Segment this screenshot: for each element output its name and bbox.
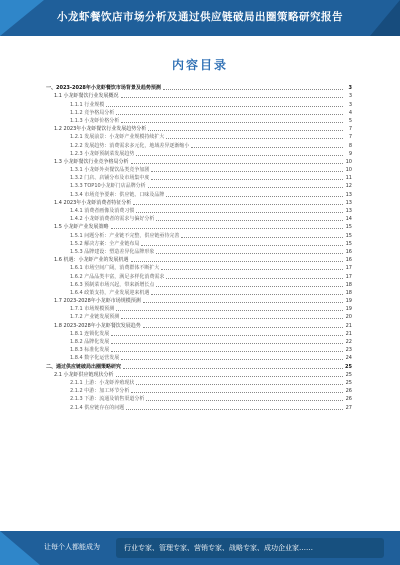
toc-leader-dots <box>131 261 343 262</box>
toc-entry[interactable] <box>46 199 352 207</box>
toc-entry[interactable] <box>46 305 352 313</box>
toc-leader-dots <box>136 155 343 156</box>
toc-leader-dots <box>163 89 343 90</box>
toc-leader-dots <box>111 228 343 229</box>
toc-entry-label: 1.6.2 产品品类丰富，满足多样化消费需求 <box>70 273 165 280</box>
toc-entry-page: 19 <box>345 306 352 313</box>
toc-entry-label: 1.2.1 发展前景：小龙虾产业规模持续扩大 <box>70 134 165 141</box>
toc-leader-dots <box>166 196 343 197</box>
toc-entry[interactable] <box>46 182 352 190</box>
toc-entry-label: 1.8.1 连锁化发展 <box>70 330 110 337</box>
toc-entry-page: 10 <box>345 158 352 165</box>
toc-entry[interactable] <box>46 150 352 158</box>
toc-leader-dots <box>151 294 343 295</box>
toc-entry-label: 1.1.3 小龙虾价格分析 <box>70 117 120 124</box>
toc-leader-dots <box>133 204 343 205</box>
toc-entry[interactable] <box>46 281 352 289</box>
toc-entry-label: 1.6.4 政策支持，产业发展迎来机遇 <box>70 289 150 296</box>
toc-leader-dots <box>111 351 343 352</box>
toc-entry-label: 1.3 小龙虾餐饮行业竞争格局分析 <box>54 158 129 165</box>
toc-entry[interactable] <box>46 158 352 166</box>
toc-entry-page: 16 <box>345 257 352 264</box>
toc-entry-page: 15 <box>345 224 352 231</box>
toc-entry-label: 1.6.3 预制菜市场兴起，带来新增长点 <box>70 281 155 288</box>
toc-entry-label: 1.2 2023年小龙虾餐饮行业发展趋势分析 <box>54 126 147 133</box>
toc-entry-label: 1.1.1 行业规模 <box>70 101 105 108</box>
toc-leader-dots <box>146 400 343 401</box>
toc-entry[interactable] <box>46 100 352 108</box>
toc-leader-dots <box>131 163 343 164</box>
page-footer <box>0 531 400 565</box>
toc-leader-dots <box>116 376 343 377</box>
toc-entry[interactable] <box>46 346 352 354</box>
toc-entry[interactable] <box>46 240 352 248</box>
toc-entry[interactable] <box>46 109 352 117</box>
toc-entry-page: 9 <box>348 150 352 157</box>
toc-entry-page: 5 <box>348 117 352 124</box>
toc-leader-dots <box>191 147 343 148</box>
toc-leader-dots <box>151 171 343 172</box>
toc-leader-dots <box>111 343 343 344</box>
toc-entry-label: 1.5 小龙虾产业发展策略 <box>54 224 109 231</box>
toc-entry-label: 二、通过供应链破局出圈策略研究 <box>46 363 122 370</box>
toc-heading: 内容目录 <box>171 58 228 72</box>
toc-entry-label: 1.5.3 品牌建设：塑造差异化品牌形象 <box>70 248 155 255</box>
toc-entry-page: 13 <box>345 208 352 214</box>
toc-entry[interactable] <box>46 248 352 256</box>
report-title: 小龙虾餐饮店市场分析及通过供应链破局出圈策略研究报告 <box>57 11 343 23</box>
toc-leader-dots <box>166 278 343 279</box>
toc-entry[interactable] <box>46 387 352 395</box>
toc-entry-label: 2.1.1 上游：小龙虾养殖现状 <box>70 379 135 386</box>
toc-entry-label: 1.5.2 解决方案：全产业链布局 <box>70 240 140 247</box>
toc-entry-page: 25 <box>345 363 352 370</box>
toc-entry-label: 1.3.1 小龙虾外卖餐饮品类竞争加剧 <box>70 167 150 174</box>
toc-leader-dots <box>131 392 343 393</box>
toc-entry-page: 13 <box>345 199 352 206</box>
toc-entry-page: 18 <box>345 289 352 296</box>
toc-leader-dots <box>106 106 343 107</box>
toc-leader-dots <box>161 269 343 270</box>
toc-entry-label: 1.4.2 小龙虾消费者的需求与偏好分析 <box>70 216 155 223</box>
toc-entry-label: 1.4.1 消费者画像及消费习惯 <box>70 208 135 214</box>
toc-entry-page: 3 <box>348 93 352 100</box>
toc-entry-page: 26 <box>345 388 352 395</box>
toc-leader-dots <box>126 409 343 410</box>
toc-entry-label: 1.8.4 数字化运营发展 <box>70 355 120 362</box>
toc-entry-page: 3 <box>348 101 352 108</box>
toc-entry-page: 19 <box>345 298 352 305</box>
toc-entry[interactable] <box>46 321 352 329</box>
toc-entry-page: 10 <box>345 167 352 174</box>
toc-entry-label: 1.6 机遇：小龙虾产业的发展机遇 <box>54 257 129 264</box>
toc-entry[interactable] <box>46 117 352 125</box>
toc-entry[interactable] <box>46 231 352 239</box>
toc-entry-label: 1.2.3 小龙虾预制菜发展趋势 <box>70 150 135 157</box>
toc-entry[interactable] <box>46 403 352 411</box>
toc-entry[interactable] <box>46 297 352 305</box>
toc-entry[interactable] <box>46 354 352 362</box>
toc-leader-dots <box>143 302 343 303</box>
toc-entry-page: 7 <box>348 126 352 133</box>
toc-entry-label: 1.8.3 标准化发展 <box>70 347 110 354</box>
toc-entry-label: 1.7 2023-2028年小龙虾市场规模预测 <box>54 298 141 305</box>
toc-entry[interactable] <box>46 223 352 231</box>
toc-entry[interactable] <box>46 330 352 338</box>
toc-entry-page: 13 <box>345 191 352 198</box>
toc-leader-dots <box>181 237 343 238</box>
toc-entry-label: 2.1 小龙虾供应链现状分析 <box>54 371 114 378</box>
toc-entry[interactable] <box>46 92 352 100</box>
toc-entry[interactable] <box>46 371 352 379</box>
toc-entry-label: 1.7.2 产业链发展预测 <box>70 314 120 321</box>
toc-entry-page: 25 <box>345 379 352 386</box>
toc-entry[interactable] <box>46 174 352 182</box>
toc-entry-page: 27 <box>345 404 352 411</box>
page-header <box>0 0 400 36</box>
toc-entry[interactable] <box>46 190 352 198</box>
toc-entry[interactable] <box>46 166 352 174</box>
toc-entry-page: 25 <box>345 371 352 378</box>
toc-leader-dots <box>121 97 343 98</box>
toc-entry[interactable] <box>46 125 352 133</box>
toc-entry[interactable] <box>46 264 352 272</box>
toc-entry-label: 1.3.4 市场竞争要素：供应链、口味及品牌 <box>70 191 165 198</box>
toc-leader-dots <box>156 286 343 287</box>
toc-entry-page: 21 <box>345 322 352 329</box>
table-of-contents <box>46 84 352 412</box>
toc-entry-label: 1.1.2 竞争格局分析 <box>70 109 115 116</box>
toc-entry[interactable] <box>46 338 352 346</box>
footer-accent <box>0 531 40 565</box>
toc-entry[interactable] <box>46 84 352 92</box>
toc-entry[interactable] <box>46 133 352 141</box>
toc-entry-label: 1.8.2 品牌化发展 <box>70 339 110 345</box>
toc-entry-page: 22 <box>345 339 352 345</box>
toc-entry[interactable] <box>46 362 352 370</box>
toc-entry-page: 16 <box>345 248 352 255</box>
toc-entry-label: 1.5.1 问题分析：产业链不完整，供应链亟待完善 <box>70 232 180 239</box>
toc-leader-dots <box>156 220 343 221</box>
toc-entry-page: 3 <box>348 85 352 92</box>
toc-entry-page: 21 <box>345 330 352 337</box>
toc-entry-page: 23 <box>345 347 352 354</box>
toc-entry-page: 17 <box>345 273 352 280</box>
footer-slogan: 让每个人都能成为 <box>44 543 100 551</box>
toc-entry-label: 1.7.1 市场规模预测 <box>70 306 115 313</box>
toc-entry-page: 15 <box>345 240 352 247</box>
toc-entry-label: 2.1.4 供应链存在的问题 <box>70 404 125 411</box>
toc-entry[interactable] <box>46 207 352 215</box>
toc-entry-label: 1.8 2023-2028年小龙虾餐饮发展趋势 <box>54 322 141 329</box>
footer-banner: 行业专家、管理专家、营销专家、战略专家、成功企业家…… <box>116 538 384 558</box>
toc-leader-dots <box>111 335 343 336</box>
toc-leader-dots <box>166 138 343 139</box>
toc-entry-page: 18 <box>345 281 352 288</box>
toc-entry[interactable] <box>46 379 352 387</box>
toc-entry-label: 1.4 2023年小龙虾消费者特征分析 <box>54 199 132 206</box>
toc-entry[interactable] <box>46 215 352 223</box>
toc-entry-page: 4 <box>348 109 352 116</box>
toc-entry[interactable] <box>46 395 352 403</box>
toc-entry-label: 1.6.1 市场空间广阔，消费群体不断扩大 <box>70 265 160 272</box>
toc-leader-dots <box>148 187 343 188</box>
toc-entry-label: 1.1 小龙虾餐饮行业发展概况 <box>54 93 119 100</box>
toc-entry[interactable] <box>46 313 352 321</box>
toc-entry-page: 12 <box>345 183 352 190</box>
toc-entry-label: 2.1.2 中游：加工环节分析 <box>70 388 130 395</box>
toc-entry-page: 24 <box>345 355 352 362</box>
toc-entry-label: 2.1.3 下游：流通及销售渠道分析 <box>70 396 145 403</box>
toc-entry-label: 一、2023-2028年小龙虾餐饮市场背景及趋势预测 <box>46 85 161 92</box>
toc-entry-page: 15 <box>345 232 352 239</box>
toc-leader-dots <box>148 130 343 131</box>
toc-leader-dots <box>121 318 343 319</box>
toc-leader-dots <box>143 327 343 328</box>
toc-entry-page: 7 <box>348 134 352 141</box>
toc-leader-dots <box>121 122 343 123</box>
toc-entry-page: 17 <box>345 265 352 272</box>
toc-entry-page: 8 <box>348 142 352 149</box>
toc-leader-dots <box>121 359 343 360</box>
toc-entry[interactable] <box>46 141 352 149</box>
toc-leader-dots <box>116 310 343 311</box>
toc-leader-dots <box>116 114 343 115</box>
toc-entry[interactable] <box>46 289 352 297</box>
toc-entry[interactable] <box>46 256 352 264</box>
toc-leader-dots <box>141 245 343 246</box>
toc-entry-page: 20 <box>345 314 352 321</box>
toc-entry-label: 1.3.3 TOP10小龙虾门店品牌分析 <box>70 183 146 190</box>
toc-entry-page: 14 <box>345 216 352 223</box>
toc-entry-label: 1.3.2 门店、店铺分布及市场集中度 <box>70 175 150 182</box>
toc-entry[interactable] <box>46 272 352 280</box>
toc-leader-dots <box>123 368 343 369</box>
toc-entry-label: 1.2.2 发展趋势：消费需求多元化，地域差异逐渐缩小 <box>70 142 190 149</box>
toc-entry-page: 26 <box>345 396 352 403</box>
toc-leader-dots <box>136 212 343 213</box>
toc-entry-page: 11 <box>345 175 352 182</box>
toc-leader-dots <box>151 179 343 180</box>
toc-leader-dots <box>156 253 343 254</box>
toc-leader-dots <box>136 384 343 385</box>
